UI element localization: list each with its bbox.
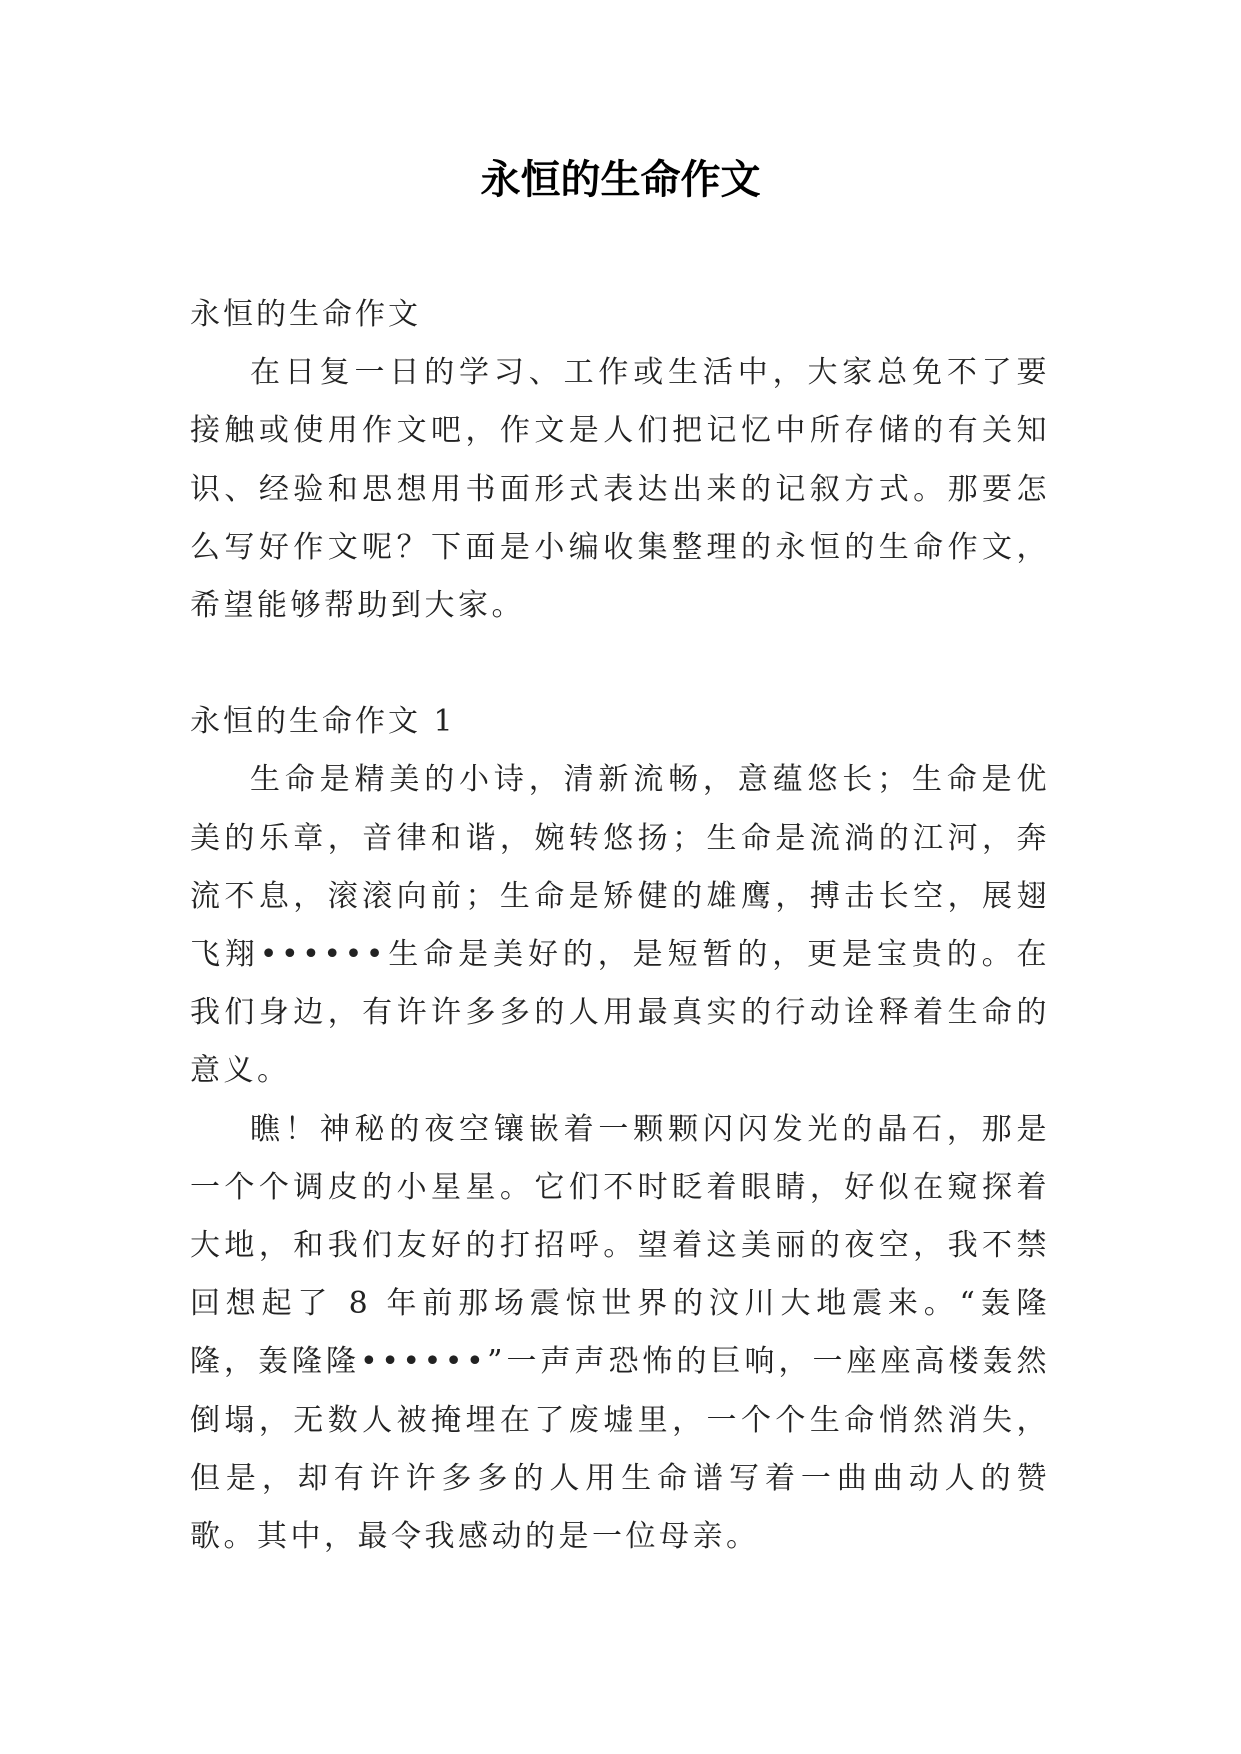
body-paragraph: 生命是精美的小诗，清新流畅，意蕴悠长；生命是优美的乐章，音律和谐，婉转悠扬；生命是流淌的江河，奔流不息，滚滚向前；生命是矫健的雄鹰，搏击长空，展翅飞翔••••••生命是美好的，是短暂的，更是宝贵的。在我们身边，有许许多多的人用最真实的行动诠释着生命的意义。 bbox=[190, 762, 1050, 1089]
section-spacer bbox=[190, 635, 1050, 693]
document-body bbox=[190, 286, 1050, 1566]
body-paragraph: 瞧！神秘的夜空镶嵌着一颗颗闪闪发光的晶石，那是一个个调皮的小星星。它们不时眨着眼睛，好似在窥探着大地，和我们友好的打招呼。望着这美丽的夜空，我不禁回想起了 8 年前那场震惊世界的汶川大地震来。“轰隆隆，轰隆隆••••••”一声声恐怖的巨响，一座座高楼轰然倒塌，无数人被掩埋在了废墟里，一个个生命悄然消失，但是，却有许许多多的人用生命谱写着一曲曲动人的赞歌。其中，最令我感动的是一位母亲。 bbox=[190, 1111, 1050, 1555]
document-subtitle: 永恒的生命作文 bbox=[190, 297, 421, 332]
intro-paragraph: 在日复一日的学习、工作或生活中，大家总免不了要接触或使用作文吧，作文是人们把记忆中所存储的有关知识、经验和思想用书面形式表达出来的记叙方式。那要怎么写好作文呢？下面是小编收集整理的永恒的生命作文，希望能够帮助到大家。 bbox=[190, 355, 1050, 624]
document-title: 永恒的生命作文 bbox=[480, 156, 761, 203]
section-heading: 永恒的生命作文 1 bbox=[190, 704, 456, 740]
